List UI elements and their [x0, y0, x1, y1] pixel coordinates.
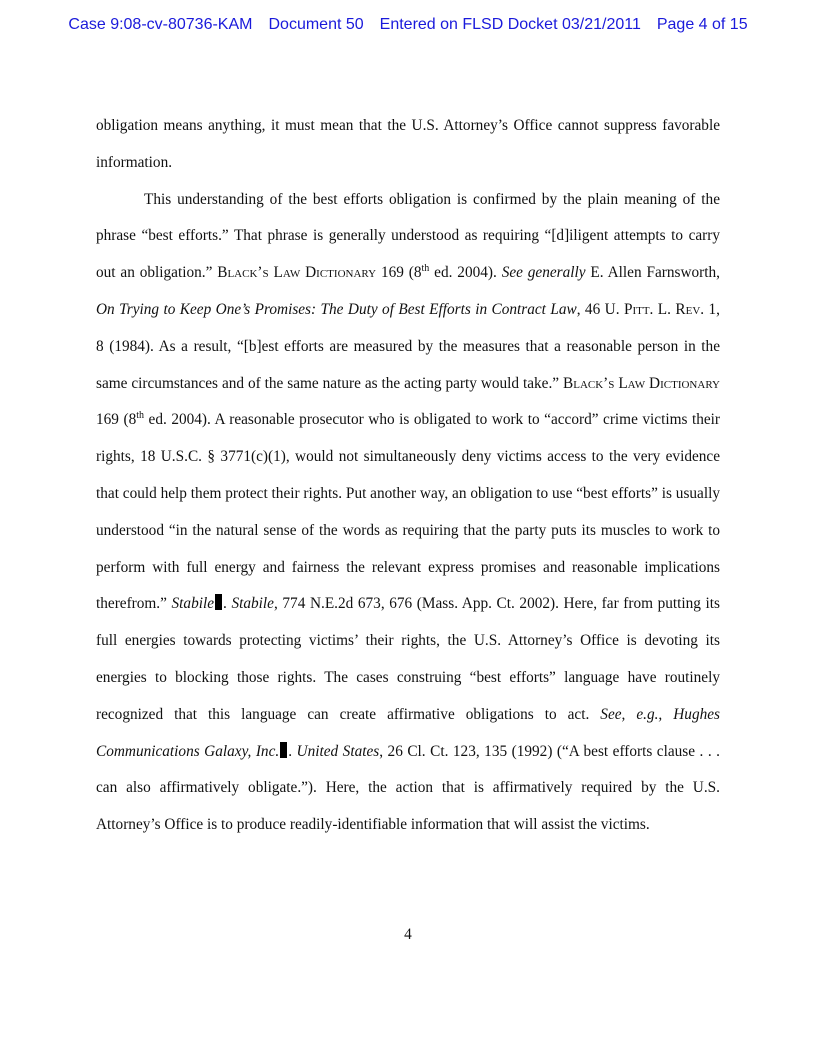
case-citation-hughes: See, e.g., Hughes Communications Galaxy, Inc. — [96, 705, 720, 760]
superscript: th — [136, 410, 144, 422]
case-name: Stabile — [171, 595, 215, 613]
document-number: Document 50 — [268, 16, 364, 33]
journal-name: Pitt. L. Rev. — [623, 300, 705, 318]
citation-blacks-law: Black’s Law Dictionary — [563, 374, 720, 392]
redaction-box — [215, 594, 222, 610]
article-title: On Trying to Keep One’s Promises: The Duty of Best Efforts in Contract Law — [96, 300, 577, 318]
case-name: United States — [296, 742, 380, 760]
case-name: Stabile — [231, 595, 274, 613]
docket-entry: Entered on FLSD Docket 03/21/2011 — [379, 16, 641, 33]
superscript: th — [421, 263, 430, 275]
page-indicator: Page 4 of 15 — [656, 16, 748, 33]
case-number: Case 9:08-cv-80736-KAM — [68, 16, 253, 33]
paragraph-continuation: obligation means anything, it must mean that the U.S. Attorney’s Office cannot suppress favorable information. — [96, 117, 720, 171]
text-run: . — [288, 742, 297, 760]
paragraph-best-efforts — [96, 182, 720, 844]
page-number: 4 — [404, 926, 412, 943]
text-run: , 46 U. — [576, 300, 624, 318]
text-run: , 26 Cl. Ct. 123, 135 (1992) (“A best efforts clause . . . can also affirmatively obligate.”). Here, the action that is affirmatively required by the U.S. Attorney’s Office is to produce readily-identifiable information that will assist the victims. — [96, 742, 721, 834]
redaction-box — [280, 742, 287, 758]
text-run: 169 (8 — [96, 411, 137, 429]
text-run: E. Allen Farnsworth, — [585, 264, 720, 282]
text-run: ed. 2004). A reasonable prosecutor who is obligated to work to “accord” crime victims their rights, 18 U.S.C. § 3771(c)(1), would not simultaneously deny victims access to the very evidence that could help them protect their rights. Put another way, an obligation to use “best efforts” is usually understood “in the natural sense of the words as requiring that the party puts its muscles to work to perform with full energy and fairness the relevant express promises and reasonable implications therefrom.” — [96, 411, 720, 613]
text-run: . — [223, 595, 232, 613]
docket-header — [0, 16, 816, 34]
text-run: ed. 2004). — [429, 264, 502, 282]
text-run: , 774 N.E.2d 673, 676 (Mass. App. Ct. 2002). Here, far from putting its full energies towards protecting victims’ their rights, the U.S. Attorney’s Office is devoting its energies to blocking those rights. The cases construing “best efforts” language have routinely recognized that this language can create affirmative obligations to act. — [96, 595, 721, 723]
page-body — [96, 108, 720, 844]
text-run: 1, 8 (1984). As a result, “[b]est efforts are measured by the measures that a reasonable person in the same circumstances and of the same nature as the acting party would take.” — [96, 300, 720, 392]
citation-blacks-law: Black’s Law Dictionary — [217, 264, 377, 282]
text-run: 169 (8 — [376, 264, 422, 282]
signal-see-generally: See generally — [501, 264, 586, 282]
text-run: This understanding of the best efforts obligation is confirmed by the plain meaning of the phrase “best efforts.” That phrase is generally understood as requiring “[d]iligent attempts to carry out an obligation.” — [96, 190, 720, 282]
